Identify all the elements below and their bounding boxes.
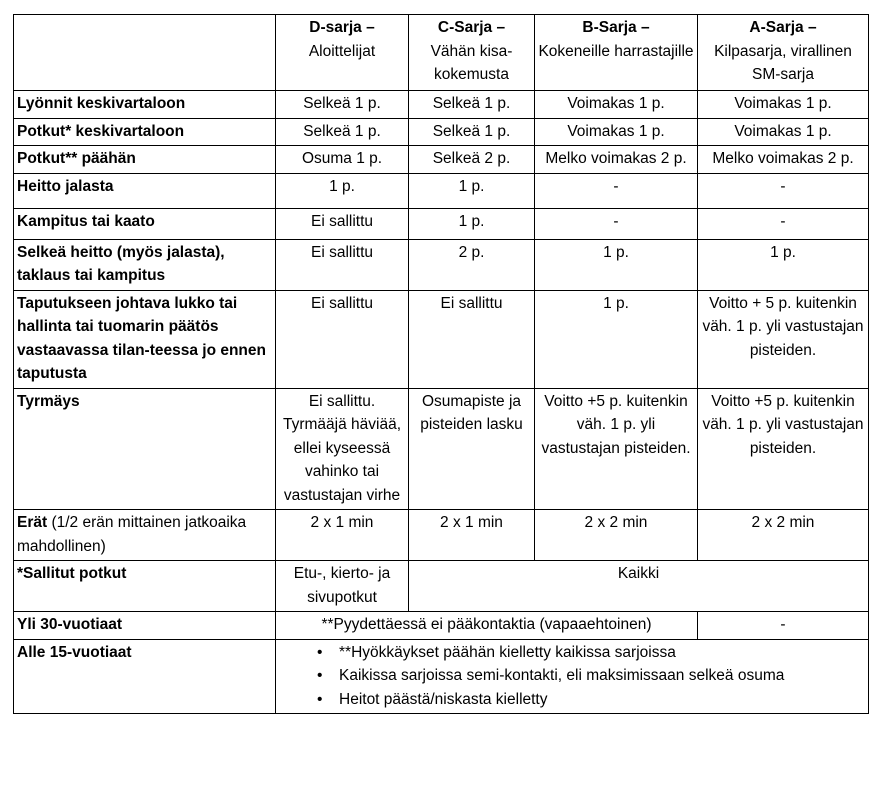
cell-d: Selkeä 1 p. — [276, 118, 409, 146]
cell-c: Ei sallittu — [409, 290, 535, 388]
list-item — [317, 664, 865, 688]
header-row — [14, 15, 869, 91]
cell-d: Ei sallittu — [276, 290, 409, 388]
header-d-title: D-sarja – — [309, 19, 375, 36]
table-row — [14, 208, 869, 239]
cell-c: Selkeä 1 p. — [409, 91, 535, 119]
list-item-text: Kaikissa sarjoissa semi-kontakti, eli maksimissaan selkeä osuma — [339, 667, 785, 684]
header-c-series — [409, 15, 535, 91]
table-row — [14, 173, 869, 208]
cell-a: - — [698, 208, 869, 239]
allowed-kicks-others: Kaikki — [409, 561, 869, 612]
cell-b: Voitto +5 p. kuitenkin väh. 1 p. yli vastustajan pisteiden. — [535, 388, 698, 510]
cell-c: 2 p. — [409, 239, 535, 290]
header-c-subtitle: Vähän kisa-kokemusta — [430, 42, 513, 83]
cell-d: Ei sallittu — [276, 239, 409, 290]
allowed-kicks-d: Etu-, kierto- ja sivupotkut — [276, 561, 409, 612]
table-row — [14, 91, 869, 119]
under-15-list — [279, 641, 865, 712]
cell-a: Voitto +5 p. kuitenkin väh. 1 p. yli vastustajan pisteiden. — [698, 388, 869, 510]
cell-c: 1 p. — [409, 173, 535, 208]
cell-d: Ei sallittu — [276, 208, 409, 239]
row-label: Taputukseen johtava lukko tai hallinta tai tuomarin päätös vastaavassa tilan-teessa jo ennen taputusta — [14, 290, 276, 388]
cell-c: Osumapiste ja pisteiden lasku — [409, 388, 535, 510]
cell-a: 1 p. — [698, 239, 869, 290]
cell-a: Voitto + 5 p. kuitenkin väh. 1 p. yli vastustajan pisteiden. — [698, 290, 869, 388]
header-b-subtitle: Kokeneille harrastajille — [538, 42, 694, 60]
list-item — [317, 641, 865, 665]
bullet-icon: • — [317, 690, 323, 708]
row-label: Selkeä heitto (myös jalasta), taklaus tai kampitus — [14, 239, 276, 290]
rounds-cell-a: 2 x 2 min — [698, 510, 869, 561]
cell-b: 1 p. — [535, 290, 698, 388]
header-d-subtitle: Aloittelijat — [308, 42, 376, 60]
rounds-label-bold: Erät — [17, 514, 48, 531]
list-item-text: Heitot päästä/niskasta kielletty — [339, 690, 548, 708]
cell-b: Voimakas 1 p. — [535, 91, 698, 119]
scoring-rules-table — [13, 14, 869, 714]
table-row — [14, 239, 869, 290]
cell-b: Voimakas 1 p. — [535, 118, 698, 146]
header-a-subtitle: Kilpasarja, virallinen SM-sarja — [714, 42, 852, 83]
rounds-row — [14, 510, 869, 561]
cell-d: Selkeä 1 p. — [276, 91, 409, 119]
header-b-series — [535, 15, 698, 91]
rounds-cell-c: 2 x 1 min — [409, 510, 535, 561]
over-30-row — [14, 612, 869, 640]
header-d-series — [276, 15, 409, 91]
bullet-icon: • — [317, 667, 323, 684]
cell-a: Voimakas 1 p. — [698, 91, 869, 119]
under-15-label: Alle 15-vuotiaat — [14, 639, 276, 714]
cell-b: - — [535, 208, 698, 239]
over-30-value: **Pyydettäessä ei pääkontaktia (vapaaehtoinen) — [276, 612, 698, 640]
under-15-notes — [276, 639, 869, 714]
rounds-label-note: (1/2 erän mittainen jatkoaika mahdollinen) — [17, 514, 247, 555]
under-15-row — [14, 639, 869, 714]
rounds-cell-b: 2 x 2 min — [535, 510, 698, 561]
header-a-series — [698, 15, 869, 91]
allowed-kicks-row — [14, 561, 869, 612]
row-label: Potkut* keskivartaloon — [14, 118, 276, 146]
cell-d: Ei sallittu. Tyrmääjä häviää, ellei kyseessä vahinko tai vastustajan virhe — [276, 388, 409, 510]
table-row — [14, 388, 869, 510]
cell-a: Melko voimakas 2 p. — [698, 146, 869, 174]
cell-d: Osuma 1 p. — [276, 146, 409, 174]
table-row — [14, 290, 869, 388]
list-item-text: **Hyökkäykset päähän kielletty kaikissa sarjoissa — [339, 643, 676, 661]
cell-c: Selkeä 2 p. — [409, 146, 535, 174]
allowed-kicks-label: *Sallitut potkut — [14, 561, 276, 612]
cell-c: Selkeä 1 p. — [409, 118, 535, 146]
table-row — [14, 146, 869, 174]
row-label: Tyrmäys — [14, 388, 276, 510]
cell-a: - — [698, 173, 869, 208]
cell-b: - — [535, 173, 698, 208]
row-label: Kampitus tai kaato — [14, 208, 276, 239]
cell-a: Voimakas 1 p. — [698, 118, 869, 146]
row-label: Lyönnit keskivartaloon — [14, 91, 276, 119]
table-row — [14, 118, 869, 146]
over-30-label: Yli 30-vuotiaat — [14, 612, 276, 640]
list-item — [317, 688, 865, 712]
header-a-title: A-Sarja – — [749, 19, 817, 36]
cell-b: Melko voimakas 2 p. — [535, 146, 698, 174]
cell-c: 1 p. — [409, 208, 535, 239]
cell-b: 1 p. — [535, 239, 698, 290]
rounds-cell-d: 2 x 1 min — [276, 510, 409, 561]
rounds-label — [14, 510, 276, 561]
over-30-a-value: - — [698, 612, 869, 640]
header-c-title: C-Sarja – — [437, 19, 506, 36]
header-empty-cell — [14, 15, 276, 91]
bullet-icon: • — [317, 643, 323, 661]
header-b-title: B-Sarja – — [582, 19, 650, 36]
row-label: Heitto jalasta — [14, 173, 276, 208]
cell-d: 1 p. — [276, 173, 409, 208]
row-label: Potkut** päähän — [14, 146, 276, 174]
